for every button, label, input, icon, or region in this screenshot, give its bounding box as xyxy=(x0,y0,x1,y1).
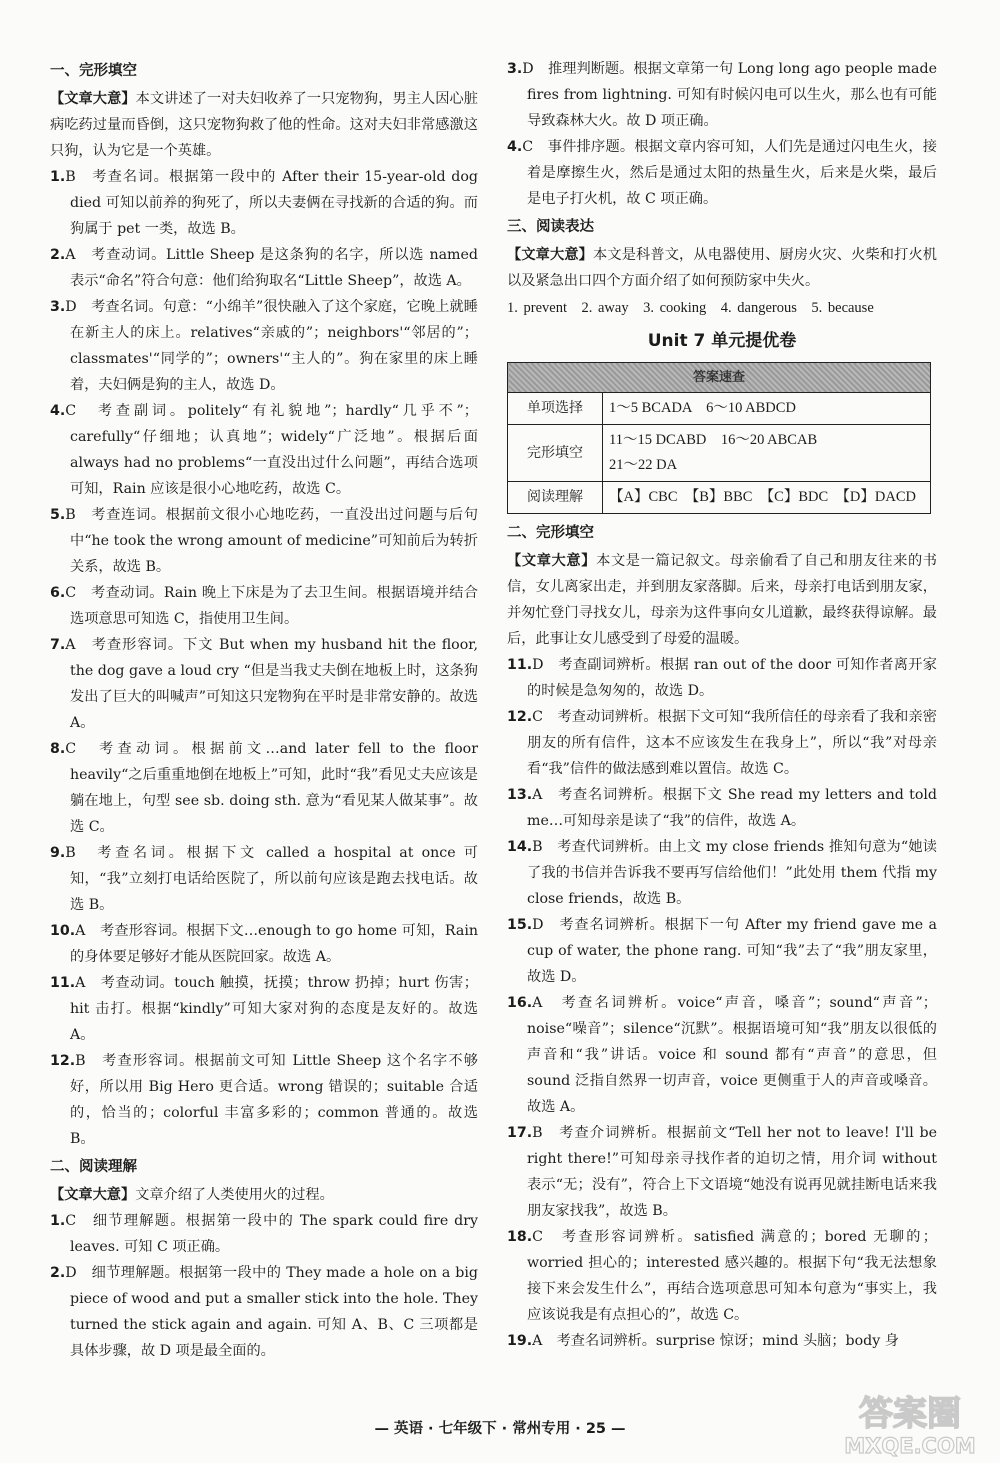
answer-number: 3. xyxy=(507,61,523,77)
answer-item xyxy=(50,502,478,580)
answer-text: A 考查动词。touch 触摸，抚摸；throw 扔掉；hurt 伤害；hit 击打。根据“kindly”可知大家对狗的态度是友好的。故选 A。 xyxy=(70,975,478,1043)
quick-answer-banner: 答案速查 xyxy=(508,363,931,393)
article-summary-cloze xyxy=(50,86,478,164)
answer-item xyxy=(50,970,478,1048)
summary-text: 文章介绍了人类使用火的过程。 xyxy=(135,1187,334,1203)
answer-text: D 细节理解题。根据第一段中的 They made a hole on a big piece of wood and put a smaller stick into the hole. They turned the stick again and again. 可知 A、B、C 三项都是具体步骤，故 D 项是最全面的。 xyxy=(65,1265,478,1359)
answer-text: C 事件排序题。根据文章内容可知，人们先是通过闪电生火，接着是摩擦生火，然后是通过太阳的热量生火，后来是火柴，最后是电子打火机，故 C 项正确。 xyxy=(522,139,937,207)
expression-answers: 1. prevent 2. away 3. cooking 4. dangerous 5. because xyxy=(507,300,874,316)
answer-number: 12. xyxy=(50,1053,76,1069)
answer-item xyxy=(507,652,937,704)
answer-item xyxy=(50,164,478,242)
section-title-reading: 二、阅读理解 xyxy=(50,1159,137,1175)
section-title-reading-expression: 三、阅读表达 xyxy=(507,219,594,235)
section-title-cloze: 一、完形填空 xyxy=(50,63,137,79)
reading-answer-list-cont xyxy=(507,56,937,212)
answer-item xyxy=(50,840,478,918)
answer-number: 5. xyxy=(50,507,66,523)
answer-number: 18. xyxy=(507,1229,533,1245)
watermark-line2: MXQE.COM xyxy=(844,1434,976,1458)
answer-text: C 考查动词。Rain 晚上下床是为了去卫生间。根据语境并结合选项意思可知选 C，指使用卫生间。 xyxy=(65,585,478,627)
row-value xyxy=(603,425,931,482)
answer-text: B 考查形容词。根据前文可知 Little Sheep 这个名字不够好，所以用 Big Hero 更合适。wrong 错误的；suitable 合适的，恰当的；colorful 丰富多彩的；common 普通的。故选 B。 xyxy=(70,1053,478,1147)
row-label: 单项选择 xyxy=(508,393,603,425)
answer-text: C 考查形容词辨析。satisfied 满意的；bored 无聊的；worried 担心的；interested 感兴趣的。根据下句“我无法想象接下来会发生什么”，再结合选项意思可知本句意为“事实上，我应该说我是有点担心的”，故选 C。 xyxy=(527,1229,937,1323)
reading-answer-list xyxy=(50,1208,478,1364)
answer-item xyxy=(50,736,478,840)
article-summary-unit7 xyxy=(507,548,937,652)
answer-number: 17. xyxy=(507,1125,533,1141)
answer-number: 15. xyxy=(507,917,533,933)
row-value-line: 11～15 DCABD 16～20 ABCAB xyxy=(609,432,818,448)
left-column xyxy=(50,56,478,1364)
answer-text: D 考查副词辨析。根据 ran out of the door 可知作者离开家的时候是急匆匆的，故选 D。 xyxy=(527,657,937,699)
answer-number: 3. xyxy=(50,299,66,315)
section-title-cloze-unit7: 二、完形填空 xyxy=(507,525,594,541)
answer-number: 8. xyxy=(50,741,66,757)
answer-number: 9. xyxy=(50,845,66,861)
answer-number: 12. xyxy=(507,709,533,725)
answer-item xyxy=(507,834,937,912)
answer-text: A 考查名词辨析。surprise 惊讶；mind 头脑；body 身 xyxy=(532,1333,899,1349)
answer-item xyxy=(507,912,937,990)
answer-number: 19. xyxy=(507,1333,533,1349)
article-summary-expression xyxy=(507,242,937,294)
answer-text: D 推理判断题。根据文章第一句 Long long ago people made fires from lightning. 可知有时候闪电可以生火，那么也有可能导致森林大火。故 D 项正确。 xyxy=(522,61,937,129)
summary-text: 本文是一篇记叙文。母亲偷看了自己和朋友往来的书信，女儿离家出走，并到朋友家落脚。后来，母亲打电话到朋友家，并匆忙登门寻找女儿，母亲为这件事向女儿道歉，最终获得谅解。最后，此事让女儿感受到了母爱的温暖。 xyxy=(507,553,937,647)
row-label: 阅读理解 xyxy=(508,482,603,514)
answer-number: 13. xyxy=(507,787,533,803)
answer-item xyxy=(507,134,937,212)
answer-text: C 考查副词。politely“有礼貌地”；hardly“几乎不”；carefully“仔细地；认真地”；widely“广泛地”。根据后面 always had no problems“一直没出过什么问题”，再结合选项可知，Rain 应该是很小心地吃药，故选 C。 xyxy=(65,403,478,497)
cloze-answer-list xyxy=(50,164,478,1152)
answer-item xyxy=(507,1328,937,1354)
answer-text: A 考查形容词。根据下文…enough to go home 可知，Rain 的身体要足够好才能从医院回家。故选 A。 xyxy=(70,923,478,965)
answer-text: B 考查名词。根据下文 called a hospital at once 可知，“我”立刻打电话给医院了，所以前句应该是跑去找电话。故选 B。 xyxy=(65,845,478,913)
answer-number: 11. xyxy=(50,975,76,991)
answer-item xyxy=(50,1048,478,1152)
summary-text: 本文是科普文，从电器使用、厨房火灾、火柴和打火机以及紧急出口四个方面介绍了如何预防家中失火。 xyxy=(507,247,937,289)
cloze-answer-list-unit7 xyxy=(507,652,937,1354)
answer-number: 7. xyxy=(50,637,66,653)
answer-number: 10. xyxy=(50,923,76,939)
answer-number: 2. xyxy=(50,1265,66,1281)
summary-tag: 【文章大意】 xyxy=(507,553,597,569)
answer-number: 6. xyxy=(50,585,66,601)
summary-tag: 【文章大意】 xyxy=(50,91,136,107)
row-value: 1～5 BCADA 6～10 ABDCD xyxy=(603,393,931,425)
answer-number: 1. xyxy=(50,169,66,185)
answer-text: D 考查名词辨析。根据下一句 After my friend gave me a cup of water, the phone rang. 可知“我”去了“我”朋友家里，故选 D。 xyxy=(527,917,937,985)
answer-text: B 考查介词辨析。根据前文“Tell her not to leave! I'll be right there!”可知母亲寻找作者的迫切之情，用介词 without 表示“无；没有”，符合上下文语境“她没有说再见就挂断电话来我朋友家找我”，故选 B。 xyxy=(527,1125,937,1219)
quick-answer-table xyxy=(507,362,931,514)
answer-text: C 考查动词。根据前文…and later fell to the floor heavily“之后重重地倒在地板上”可知，此时“我”看见丈夫应该是躺在地上，句型 see sb. doing sth. 意为“看见某人做某事”。故选 C。 xyxy=(65,741,478,835)
answer-item xyxy=(50,242,478,294)
answer-item xyxy=(50,1208,478,1260)
watermark-line1: 答案圈 xyxy=(859,1394,961,1434)
answer-number: 1. xyxy=(50,1213,66,1229)
answer-number: 4. xyxy=(50,403,66,419)
watermark-logo xyxy=(830,1385,990,1459)
page-footer: — 英语 · 七年级下 · 常州专用 · 25 — xyxy=(374,1421,626,1437)
answer-text: C 考查动词辨析。根据下文可知“我所信任的母亲看了我和亲密朋友的所有信件，这本不应该发生在我身上”，所以“我”对母亲看“我”信件的做法感到难以置信。故选 C。 xyxy=(527,709,937,777)
answer-item xyxy=(507,990,937,1120)
answer-text: D 考查名词。句意：“小绵羊”很快融入了这个家庭，它晚上就睡在新主人的床上。relatives“亲戚的”；neighbors'“邻居的”；classmates'“同学的”；owners'“主人的”。狗在家里的床上睡着，夫妇俩是狗的主人，故选 D。 xyxy=(65,299,478,393)
answer-item xyxy=(50,580,478,632)
answer-number: 2. xyxy=(50,247,66,263)
answer-text: B 考查名词。根据第一段中的 After their 15-year-old dog died 可知以前养的狗死了，所以夫妻俩在寻找新的合适的狗。而狗属于 pet 一类，故选 B。 xyxy=(65,169,478,237)
answer-item xyxy=(507,782,937,834)
answer-text: A 考查名词辨析。根据下文 She read my letters and told me…可知母亲是读了“我”的信件，故选 A。 xyxy=(527,787,937,829)
answer-number: 16. xyxy=(507,995,533,1011)
answer-text: A 考查形容词。下文 But when my husband hit the floor, the dog gave a loud cry “但是当我丈夫倒在地板上时，这条狗发出了巨大的叫喊声”可知这只宠物狗在平时是非常安静的。故选 A。 xyxy=(65,637,478,731)
row-value-line: 21～22 DA xyxy=(609,457,678,473)
right-column xyxy=(507,56,937,1354)
summary-text: 本文讲述了一对夫妇收养了一只宠物狗，男主人因心脏病吃药过量而昏倒，这只宠物狗救了他的性命。这对夫妇非常感激这只狗，认为它是一个英雄。 xyxy=(50,91,478,159)
answer-item xyxy=(50,918,478,970)
answer-item xyxy=(507,704,937,782)
answer-text: B 考查代词辨析。由上文 my close friends 推知句意为“她读了我的书信并告诉我不要再写信给他们！”此处用 them 代指 my close friends，故选 B。 xyxy=(527,839,937,907)
row-value: 【A】CBC 【B】BBC 【C】BDC 【D】DACD xyxy=(603,482,931,514)
summary-tag: 【文章大意】 xyxy=(50,1187,136,1203)
summary-tag: 【文章大意】 xyxy=(507,247,594,263)
answer-number: 4. xyxy=(507,139,523,155)
answer-item xyxy=(50,632,478,736)
answer-text: C 细节理解题。根据第一段中的 The spark could fire dry leaves. 可知 C 项正确。 xyxy=(65,1213,478,1255)
answer-item xyxy=(50,294,478,398)
answer-item xyxy=(50,398,478,502)
answer-item xyxy=(507,1120,937,1224)
answer-item xyxy=(507,56,937,134)
unit-title: Unit 7 单元提优卷 xyxy=(647,331,797,351)
answer-number: 11. xyxy=(507,657,533,673)
answer-text: A 考查动词。Little Sheep 是这条狗的名字，所以选 named 表示“命名”符合句意：他们给狗取名“Little Sheep”，故选 A。 xyxy=(65,247,478,289)
answer-item xyxy=(50,1260,478,1364)
row-label: 完形填空 xyxy=(508,425,603,482)
answer-text: A 考查名词辨析。voice“声音，嗓音”；sound“声音”；noise“噪音”；silence“沉默”。根据语境可知“我”朋友以很低的声音和“我”讲话。voice 和 sound 都有“声音”的意思，但 sound 泛指自然界一切声音，voice 更侧重于人的声音或嗓音。故选 A。 xyxy=(527,995,937,1115)
answer-text: B 考查连词。根据前文很小心地吃药，一直没出过问题与后句中“he took the wrong amount of medicine”可知前后为转折关系，故选 B。 xyxy=(65,507,478,575)
answer-item xyxy=(507,1224,937,1328)
article-summary-reading xyxy=(50,1182,478,1208)
answer-number: 14. xyxy=(507,839,533,855)
